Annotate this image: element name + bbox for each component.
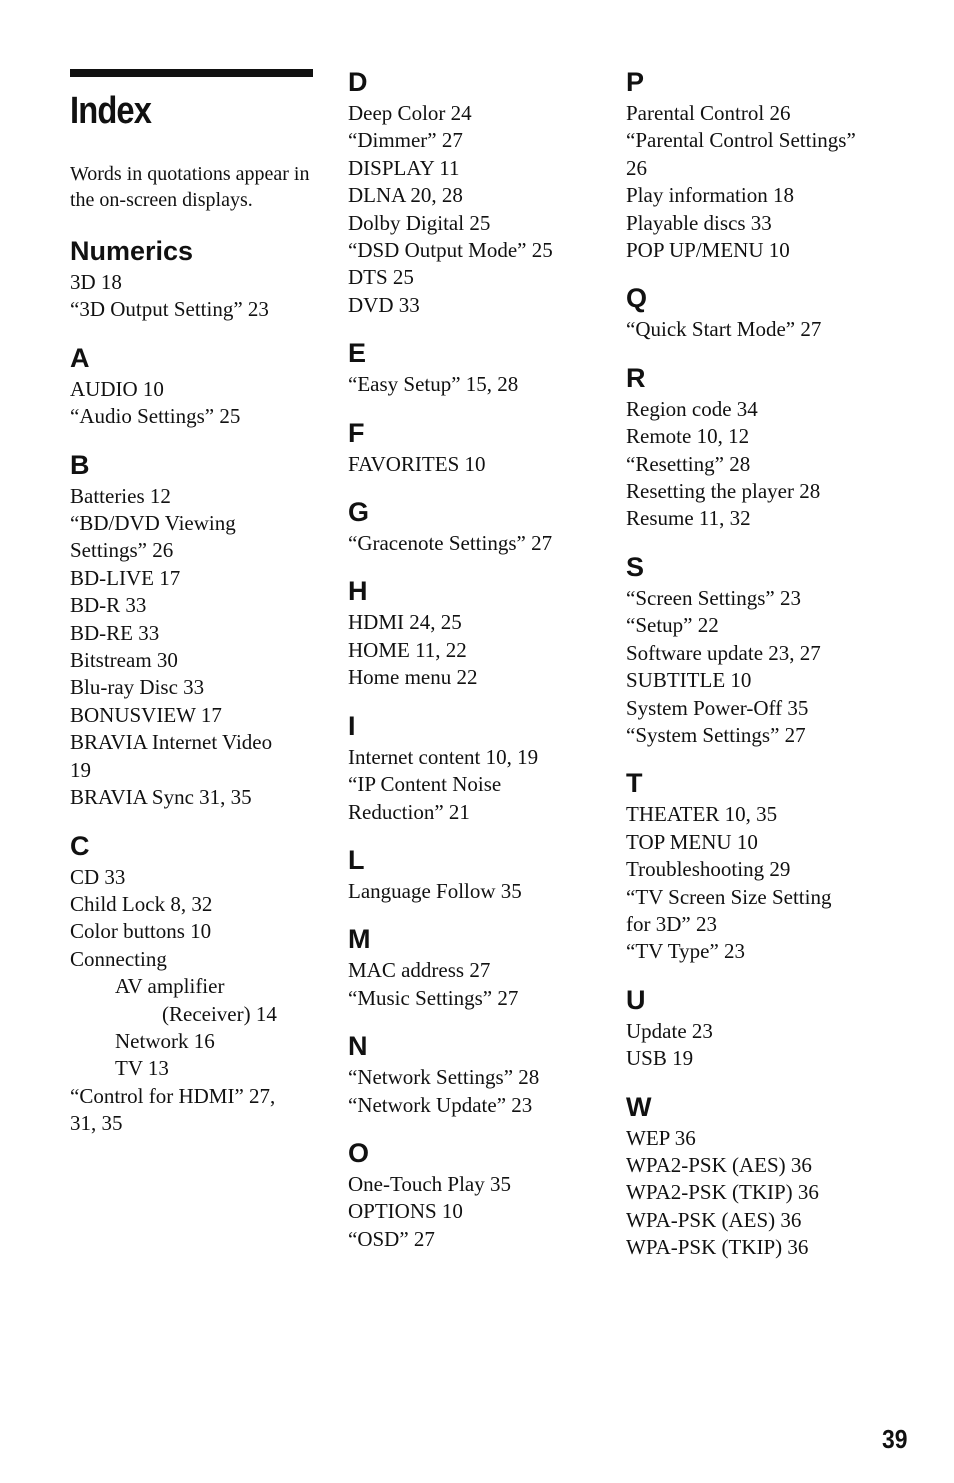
index-entry: DLNA 20, 28 [348,183,463,208]
section-letter-heading: M [348,924,371,955]
index-entry: POP UP/MENU 10 [626,238,790,263]
index-entry: “IP Content Noise [348,772,502,797]
index-entry: OPTIONS 10 [348,1199,463,1224]
index-entry: “BD/DVD Viewing [70,511,236,536]
index-section [348,710,598,826]
index-entry: BONUSVIEW 17 [70,702,222,727]
index-entry: Language Follow 35 [348,878,522,903]
index-entry: DVD 33 [348,292,420,317]
index-entry: One-Touch Play 35 [348,1171,511,1196]
index-entry: Child Lock 8, 32 [70,891,213,916]
index-column-1 [70,69,315,1156]
section-letter-heading: T [626,768,643,799]
index-entry: (Receiver) 14 [162,1001,277,1026]
index-section [626,362,886,533]
section-letter-heading: Numerics [70,236,194,266]
index-entry: MAC address 27 [348,958,491,983]
index-entry: WPA2-PSK (AES) 36 [626,1152,812,1177]
index-section [348,1137,598,1253]
page-number: 39 [882,1424,908,1454]
index-entry: Color buttons 10 [70,919,212,944]
section-letter-heading: G [348,497,370,528]
index-entry: “TV Screen Size Setting [626,884,832,909]
index-entry: Blu-ray Disc 33 [70,675,205,700]
index-entry: BD-R 33 [70,593,147,618]
section-letter-heading: W [626,1091,652,1122]
index-entry: BD-LIVE 17 [70,565,181,590]
index-section [348,417,598,478]
index-section [626,1091,886,1262]
index-entry: BRAVIA Internet Video [70,730,273,755]
index-section [348,923,598,1012]
index-section [348,496,598,557]
index-entry: FAVORITES 10 [348,451,486,476]
index-entry: “OSD” 27 [348,1226,435,1251]
index-entry: USB 19 [626,1046,694,1071]
index-entry: Batteries 12 [70,483,171,508]
index-section [348,1030,598,1119]
index-entry: “Setup” 22 [626,613,719,638]
index-entry: 31, 35 [70,1111,123,1136]
index-section [348,337,598,398]
index-entry: Connecting [70,946,167,971]
index-section [626,984,886,1073]
index-entry: Resetting the player 28 [626,479,821,504]
index-column-3 [626,66,886,1280]
index-entry: Home menu 22 [348,665,478,690]
title-rule [70,69,313,77]
index-entry: Troubleshooting 29 [626,857,791,882]
index-entry: WPA2-PSK (TKIP) 36 [626,1180,819,1205]
index-entry: Update 23 [626,1018,713,1043]
index-entry: Resume 11, 32 [626,506,751,531]
index-entry: “System Settings” 27 [626,722,806,747]
index-entry: TV 13 [115,1056,169,1081]
index-entry: Dolby Digital 25 [348,210,491,235]
section-letter-heading: R [626,362,646,393]
index-entry: “TV Type” 23 [626,939,746,964]
index-entry: Playable discs 33 [626,210,772,235]
section-letter-heading: I [348,710,356,741]
section-letter-heading: B [70,449,90,480]
section-letter-heading: D [348,67,368,97]
index-section [626,767,886,965]
index-entry: AV amplifier [115,974,225,999]
index-entry: Region code 34 [626,396,758,421]
intro-text: Words in quotations appear in the on-screen displays. [70,163,310,211]
index-entry: TOP MENU 10 [626,829,758,854]
index-entry: BRAVIA Sync 31, 35 [70,785,252,810]
index-entry: CD 33 [70,864,126,889]
index-entry: “Easy Setup” 15, 28 [348,372,519,397]
index-section [70,449,315,812]
index-section [70,830,315,1138]
index-entry: Deep Color 24 [348,101,472,125]
index-entry: System Power-Off 35 [626,695,809,720]
section-letter-heading: O [348,1137,370,1168]
index-entry: Internet content 10, 19 [348,744,539,769]
index-entry: “Network Settings” 28 [348,1065,540,1090]
column-2-sections [348,66,598,1253]
index-entry: Reduction” 21 [348,799,470,824]
page-title: Index [70,90,152,132]
index-entry: “Music Settings” 27 [348,985,519,1010]
column-3-sections [626,66,886,1262]
section-letter-heading: P [626,67,645,97]
section-letter-heading: E [348,338,367,369]
index-section [348,575,598,691]
index-entry: Parental Control 26 [626,101,791,125]
index-entry: “Dimmer” 27 [348,128,463,153]
index-section [626,66,886,264]
index-entry: for 3D” 23 [626,911,717,936]
index-section [348,66,598,319]
index-section [70,235,315,324]
index-entry: BD-RE 33 [70,620,160,645]
section-letter-heading: H [348,576,368,607]
section-letter-heading: N [348,1031,368,1062]
section-letter-heading: F [348,417,365,448]
index-entry: 3D 18 [70,270,122,294]
index-entry: Bitstream 30 [70,648,178,673]
section-letter-heading: Q [626,283,648,314]
index-entry: Software update 23, 27 [626,640,821,665]
index-entry: “3D Output Setting” 23 [70,297,269,322]
section-letter-heading: L [348,844,365,875]
index-entry: “DSD Output Mode” 25 [348,238,553,263]
index-entry: WEP 36 [626,1125,696,1150]
index-entry: “Parental Control Settings” [626,128,856,153]
index-entry: “Resetting” 28 [626,451,751,476]
index-entry: 26 [626,155,647,180]
index-entry: Play information 18 [626,183,794,208]
index-entry: WPA-PSK (AES) 36 [626,1207,802,1232]
index-section [626,551,886,749]
section-letter-heading: U [626,984,646,1015]
index-entry: “Quick Start Mode” 27 [626,317,822,342]
index-entry: “Audio Settings” 25 [70,404,241,429]
index-entry: WPA-PSK (TKIP) 36 [626,1235,809,1260]
section-letter-heading: S [626,551,645,582]
index-entry: 19 [70,757,91,782]
section-letter-heading: C [70,830,90,861]
index-column-2 [348,66,598,1271]
index-entry: “Gracenote Settings” 27 [348,531,553,556]
index-entry: Remote 10, 12 [626,424,750,449]
index-section [626,282,886,343]
index-entry: AUDIO 10 [70,376,164,401]
section-letter-heading: A [70,342,90,373]
column-1-sections [70,235,315,1138]
index-entry: THEATER 10, 35 [626,802,778,827]
index-section [348,844,598,905]
index-entry: HOME 11, 22 [348,637,467,662]
index-entry: SUBTITLE 10 [626,668,752,693]
index-entry: “Network Update” 23 [348,1092,533,1117]
index-section [70,342,315,431]
index-entry: “Control for HDMI” 27, [70,1083,276,1108]
index-entry: Settings” 26 [70,538,174,563]
index-entry: DISPLAY 11 [348,155,460,180]
index-entry: DTS 25 [348,265,414,290]
index-entry: Network 16 [115,1028,215,1053]
index-entry: “Screen Settings” 23 [626,585,801,610]
index-entry: HDMI 24, 25 [348,610,462,635]
